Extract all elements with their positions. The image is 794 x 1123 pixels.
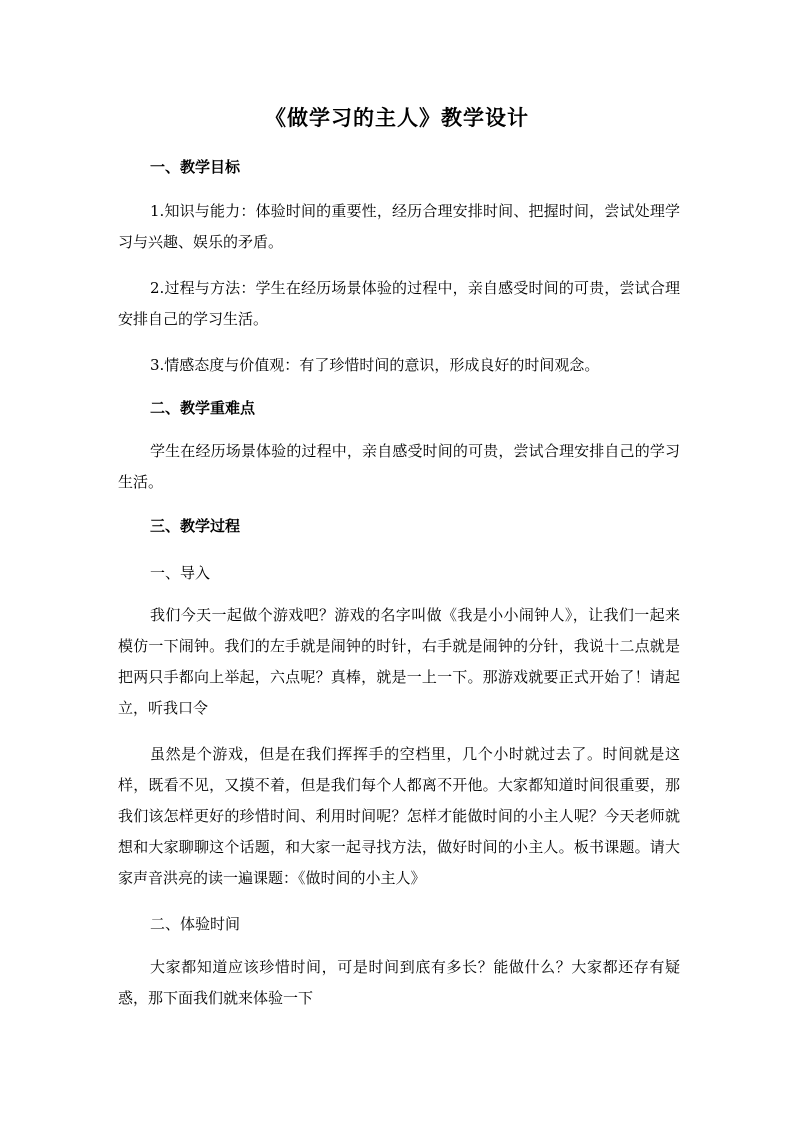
objective-item-3: 3.情感态度与价值观：有了珍惜时间的意识，形成良好的时间观念。 [150, 356, 600, 374]
experience-time-paragraph: 大家都知道应该珍惜时间，可是时间到底有多长？能做什么？大家都还存有疑惑，那下面我们就来体验一下 [118, 958, 680, 1007]
key-points-paragraph: 学生在经历场景体验的过程中，亲自感受时间的可贵，尝试合理安排自己的学习生活。 [118, 442, 680, 491]
subheading-introduction: 一、导入 [150, 564, 211, 582]
section-heading-objectives: 一、教学目标 [150, 158, 241, 176]
document-title: 《做学习的主人》教学设计 [265, 105, 529, 130]
objective-item-2: 2.过程与方法：学生在经历场景体验的过程中，亲自感受时间的可贵，尝试合理安排自己的学习生活。 [118, 279, 680, 328]
section-heading-process: 三、教学过程 [150, 517, 241, 535]
objective-item-1: 1.知识与能力：体验时间的重要性，经历合理安排时间、把握时间，尝试处理学习与兴趣、娱乐的矛盾。 [118, 202, 680, 251]
subheading-experience-time: 二、体验时间 [150, 915, 241, 933]
section-heading-key-points: 二、教学重难点 [150, 399, 256, 417]
introduction-paragraph-1: 我们今天一起做个游戏吧？游戏的名字叫做《我是小小闹钟人》，让我们一起来模仿一下闹钟。我们的左手就是闹钟的时针，右手就是闹钟的分针，我说十二点就是把两只手都向上举起，六点呢？真棒，就是一上一下。那游戏就要正式开始了！请起立，听我口令 [118, 606, 680, 717]
introduction-paragraph-2: 虽然是个游戏，但是在我们挥挥手的空档里，几个小时就过去了。时间就是这样，既看不见，又摸不着，但是我们每个人都离不开他。大家都知道时间很重要，那我们该怎样更好的珍惜时间、利用时间呢？怎样才能做时间的小主人呢？今天老师就想和大家聊聊这个话题，和大家一起寻找方法，做好时间的小主人。板书课题。请大家声音洪亮的读一遍课题：《做时间的小主人》 [118, 745, 680, 887]
